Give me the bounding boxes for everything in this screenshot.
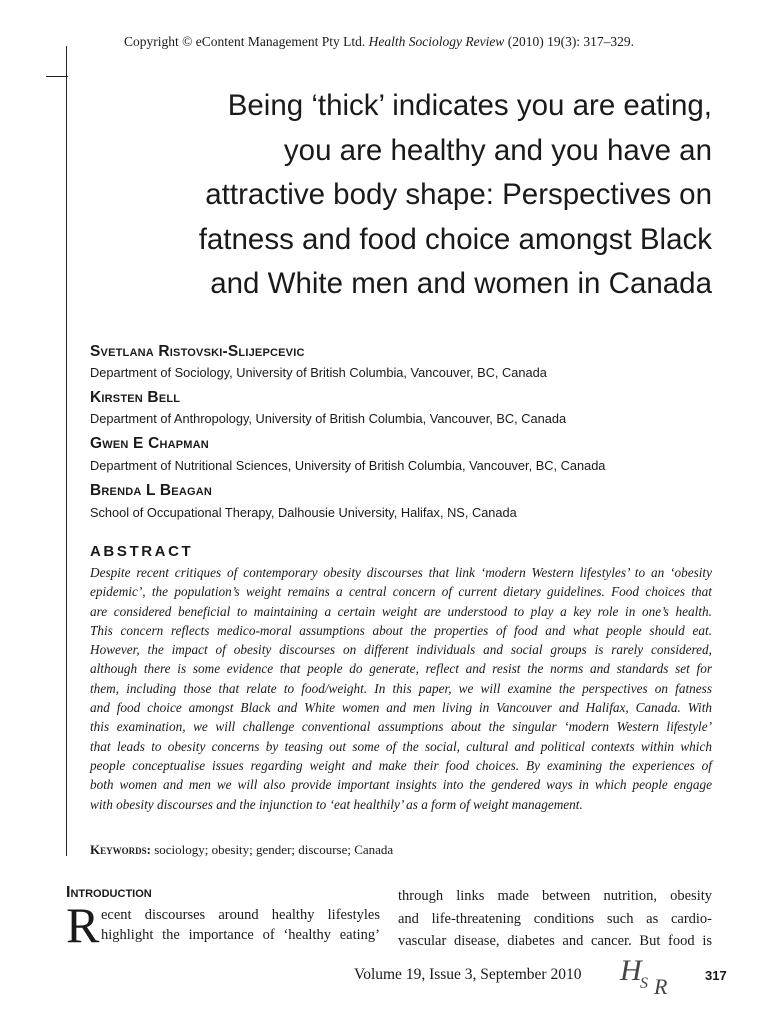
journal-name: Health Sociology Review — [368, 34, 505, 49]
abstract-line: epidemic’, the population’s weight remains a central concern of current dietary guidelines. Food choices that — [90, 584, 712, 600]
title-line: you are healthy and you have an — [283, 133, 712, 167]
body-line: highlight the importance of ‘healthy eating’ — [101, 927, 380, 943]
abstract-line: Despite recent critiques of contemporary obesity discourses that link ‘modern Western lifestyles’ to an ‘obesity — [90, 565, 712, 580]
drop-cap: R — [66, 897, 100, 953]
abstract-body — [90, 563, 712, 814]
hsr-logo — [618, 950, 678, 1000]
margin-rule-vertical — [66, 46, 67, 856]
author-name: Brenda L Beagan — [90, 482, 213, 499]
citation: (2010) 19(3): 317–329. — [507, 34, 635, 49]
issue-info: Volume 19, Issue 3, September 2010 — [354, 966, 582, 983]
abstract-line: people conceptualise issues regarding weight and make their food choices. By examining the experiences of — [90, 757, 712, 773]
title-line: fatness and food choice amongst Black — [198, 222, 712, 256]
abstract-line: However, the impact of obesity discourses on different individuals and social groups is rarely considered, — [90, 642, 712, 658]
abstract-line: this examination, we will challenge conventional assumptions about the singular ‘modern Western lifestyle’ — [90, 719, 712, 735]
author-affiliation: Department of Sociology, University of British Columbia, Vancouver, BC, Canada — [90, 365, 547, 380]
abstract-line: are considered beneficial to maintaining a certain weight are understood to play a key role in one’s health. — [90, 603, 712, 619]
article-title — [84, 84, 712, 307]
body-line: vascular disease, diabetes and cancer. But food is — [398, 933, 712, 949]
page-number: 317 — [705, 968, 727, 983]
author-affiliation: Department of Anthropology, University of British Columbia, Vancouver, BC, Canada — [90, 411, 567, 426]
body-line: and life-threatening conditions such as cardio- — [398, 910, 712, 927]
title-line: Being ‘thick’ indicates you are eating, — [227, 89, 712, 122]
abstract-line: that leads to obesity concerns by teasing out some of the social, cultural and political contexts within which — [90, 738, 712, 754]
abstract-heading: ABSTRACT — [90, 543, 194, 560]
body-line: ecent discourses around healthy lifestyles — [101, 907, 380, 923]
author-name: Gwen E Chapman — [90, 435, 209, 452]
abstract-line: them, including those that relate to food/weight. In this paper, we will examine the perspectives on fatness — [90, 680, 712, 696]
body-line: through links made between nutrition, obesity — [398, 888, 712, 904]
logo-letter-r: R — [654, 974, 668, 999]
introduction-heading: Introduction — [66, 884, 152, 901]
intro-column-left — [101, 905, 380, 945]
copyright-line — [124, 34, 724, 50]
logo-letter-h: H — [620, 954, 642, 987]
author-affiliation: Department of Nutritional Sciences, University of British Columbia, Vancouver, BC, Canada — [90, 458, 606, 473]
intro-column-right — [398, 885, 712, 953]
abstract-line: both women and men we will also provide important insights into the gendered ways in which people engage — [90, 777, 712, 793]
abstract-line: with obesity discourses and the injunction to ‘eat healthily’ as a form of weight management. — [90, 796, 583, 812]
author-affiliation: School of Occupational Therapy, Dalhousie University, Halifax, NS, Canada — [90, 505, 517, 520]
keywords-label: Keywords: — [90, 842, 151, 857]
author-name: Svetlana Ristovski-Slijepcevic — [90, 343, 305, 360]
margin-rule-horizontal — [46, 76, 68, 77]
abstract-line: although there is some evidence that people do generate, reflect and resist the norms and standards set for — [90, 661, 712, 677]
title-line: and White men and women in Canada — [210, 267, 712, 300]
abstract-line: This concern reflects medico-moral assumptions about the properties of food and what people should eat. — [90, 622, 712, 638]
abstract-line: and food choice amongst Black and White women and men living in Vancouver and Halifax, Canada. With — [90, 700, 712, 716]
copyright-prefix: Copyright © eContent Management Pty Ltd. — [124, 34, 366, 49]
keywords — [90, 842, 393, 858]
keywords-text: sociology; obesity; gender; discourse; Canada — [154, 842, 394, 857]
title-line: attractive body shape: Perspectives on — [205, 178, 712, 211]
logo-letter-s: S — [640, 975, 648, 992]
author-name: Kirsten Bell — [90, 389, 181, 406]
